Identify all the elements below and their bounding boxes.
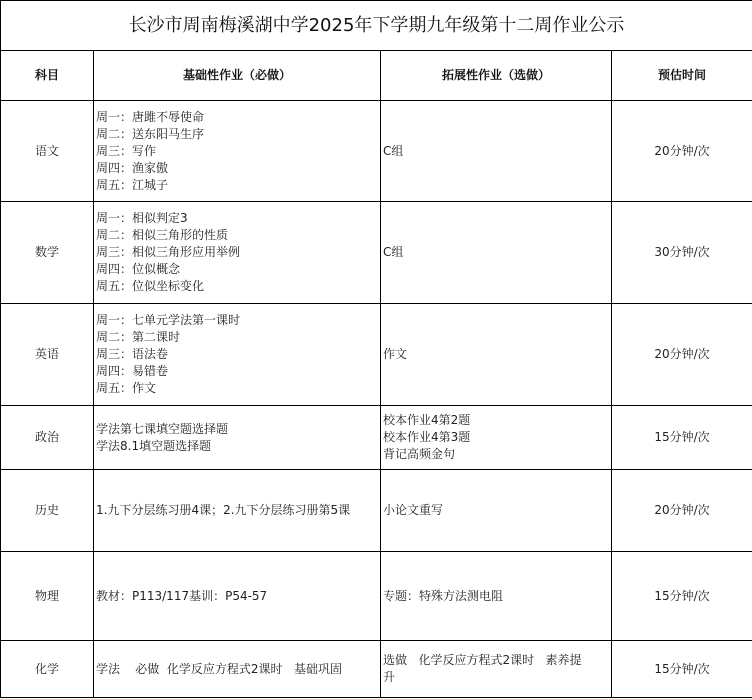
table-row bbox=[1, 304, 752, 406]
basic-line: 学法第七课填空题选择题 bbox=[96, 421, 229, 436]
time-cell: 20分钟/次 bbox=[612, 101, 752, 202]
extended-line: 选做 化学反应方程式2课时 素养提 bbox=[383, 653, 582, 667]
basic-line: 周五：位似坐标变化 bbox=[96, 279, 205, 293]
basic-cell bbox=[94, 552, 381, 641]
extended-line: 作文 bbox=[383, 347, 408, 361]
extended-line: 小论文重写 bbox=[383, 503, 444, 517]
extended-line: 背记高频金句 bbox=[383, 447, 456, 461]
time-cell: 15分钟/次 bbox=[612, 641, 752, 698]
basic-cell bbox=[94, 641, 381, 698]
extended-cell bbox=[381, 304, 612, 406]
table-row bbox=[1, 202, 752, 304]
basic-line: 周一：七单元学法第一课时 bbox=[96, 313, 241, 327]
basic-line: 周四：位似概念 bbox=[96, 262, 181, 276]
extended-cell bbox=[381, 641, 612, 698]
subject-cell: 数学 bbox=[1, 202, 94, 304]
extended-cell bbox=[381, 406, 612, 470]
time-cell: 20分钟/次 bbox=[612, 470, 752, 552]
basic-line: 周二：第二课时 bbox=[96, 330, 181, 344]
subject-cell: 政治 bbox=[1, 406, 94, 470]
basic-line: 周一：相似判定3 bbox=[96, 211, 188, 225]
subject-cell: 历史 bbox=[1, 470, 94, 552]
extended-cell bbox=[381, 202, 612, 304]
basic-cell bbox=[94, 406, 381, 470]
extended-cell bbox=[381, 101, 612, 202]
extended-line: C组 bbox=[383, 245, 404, 259]
table-row bbox=[1, 552, 752, 641]
basic-line: 学法8.1填空题选择题 bbox=[96, 438, 212, 453]
extended-line: 升 bbox=[383, 670, 396, 684]
subject-cell: 物理 bbox=[1, 552, 94, 641]
extended-line: 校本作业4第2题 bbox=[383, 413, 471, 427]
header-row bbox=[1, 51, 752, 101]
extended-line: 校本作业4第3题 bbox=[383, 430, 471, 444]
basic-cell bbox=[94, 101, 381, 202]
basic-line: 周三：语法卷 bbox=[96, 347, 169, 361]
header-time: 预估时间 bbox=[612, 51, 752, 101]
table-row bbox=[1, 641, 752, 698]
basic-line: 1.九下分层练习册4课；2.九下分层练习册第5课 bbox=[96, 503, 351, 517]
page-title: 长沙市周南梅溪湖中学2025年下学期九年级第十二周作业公示 bbox=[1, 1, 752, 51]
extended-line: 专题：特殊方法测电阻 bbox=[383, 588, 504, 603]
header-basic: 基础性作业（必做） bbox=[94, 51, 381, 101]
extended-line: C组 bbox=[383, 143, 404, 158]
time-cell: 30分钟/次 bbox=[612, 202, 752, 304]
basic-line: 周四：渔家傲 bbox=[96, 160, 169, 175]
basic-line: 周三：相似三角形应用举例 bbox=[96, 245, 241, 259]
time-cell: 15分钟/次 bbox=[612, 552, 752, 641]
basic-line: 周五：江城子 bbox=[96, 177, 169, 192]
basic-line: 周二：相似三角形的性质 bbox=[96, 228, 229, 242]
table-row bbox=[1, 470, 752, 552]
header-subject: 科目 bbox=[1, 51, 94, 101]
extended-cell bbox=[381, 470, 612, 552]
subject-cell: 语文 bbox=[1, 101, 94, 202]
basic-line: 周一：唐雎不辱使命 bbox=[96, 109, 205, 124]
basic-cell bbox=[94, 202, 381, 304]
basic-line: 周二：送东阳马生序 bbox=[96, 126, 205, 141]
subject-cell: 英语 bbox=[1, 304, 94, 406]
time-cell: 15分钟/次 bbox=[612, 406, 752, 470]
basic-cell bbox=[94, 304, 381, 406]
basic-line: 学法 必做 化学反应方程式2课时 基础巩固 bbox=[96, 661, 342, 676]
table-row bbox=[1, 406, 752, 470]
basic-line: 周五：作文 bbox=[96, 381, 157, 395]
subject-cell: 化学 bbox=[1, 641, 94, 698]
basic-line: 周四：易错卷 bbox=[96, 364, 169, 378]
basic-cell bbox=[94, 470, 381, 552]
basic-line: 教材：P113/117基训：P54-57 bbox=[96, 588, 268, 603]
extended-cell bbox=[381, 552, 612, 641]
header-extended: 拓展性作业（选做） bbox=[381, 51, 612, 101]
basic-line: 周三：写作 bbox=[96, 143, 157, 158]
table-row bbox=[1, 101, 752, 202]
time-cell: 20分钟/次 bbox=[612, 304, 752, 406]
